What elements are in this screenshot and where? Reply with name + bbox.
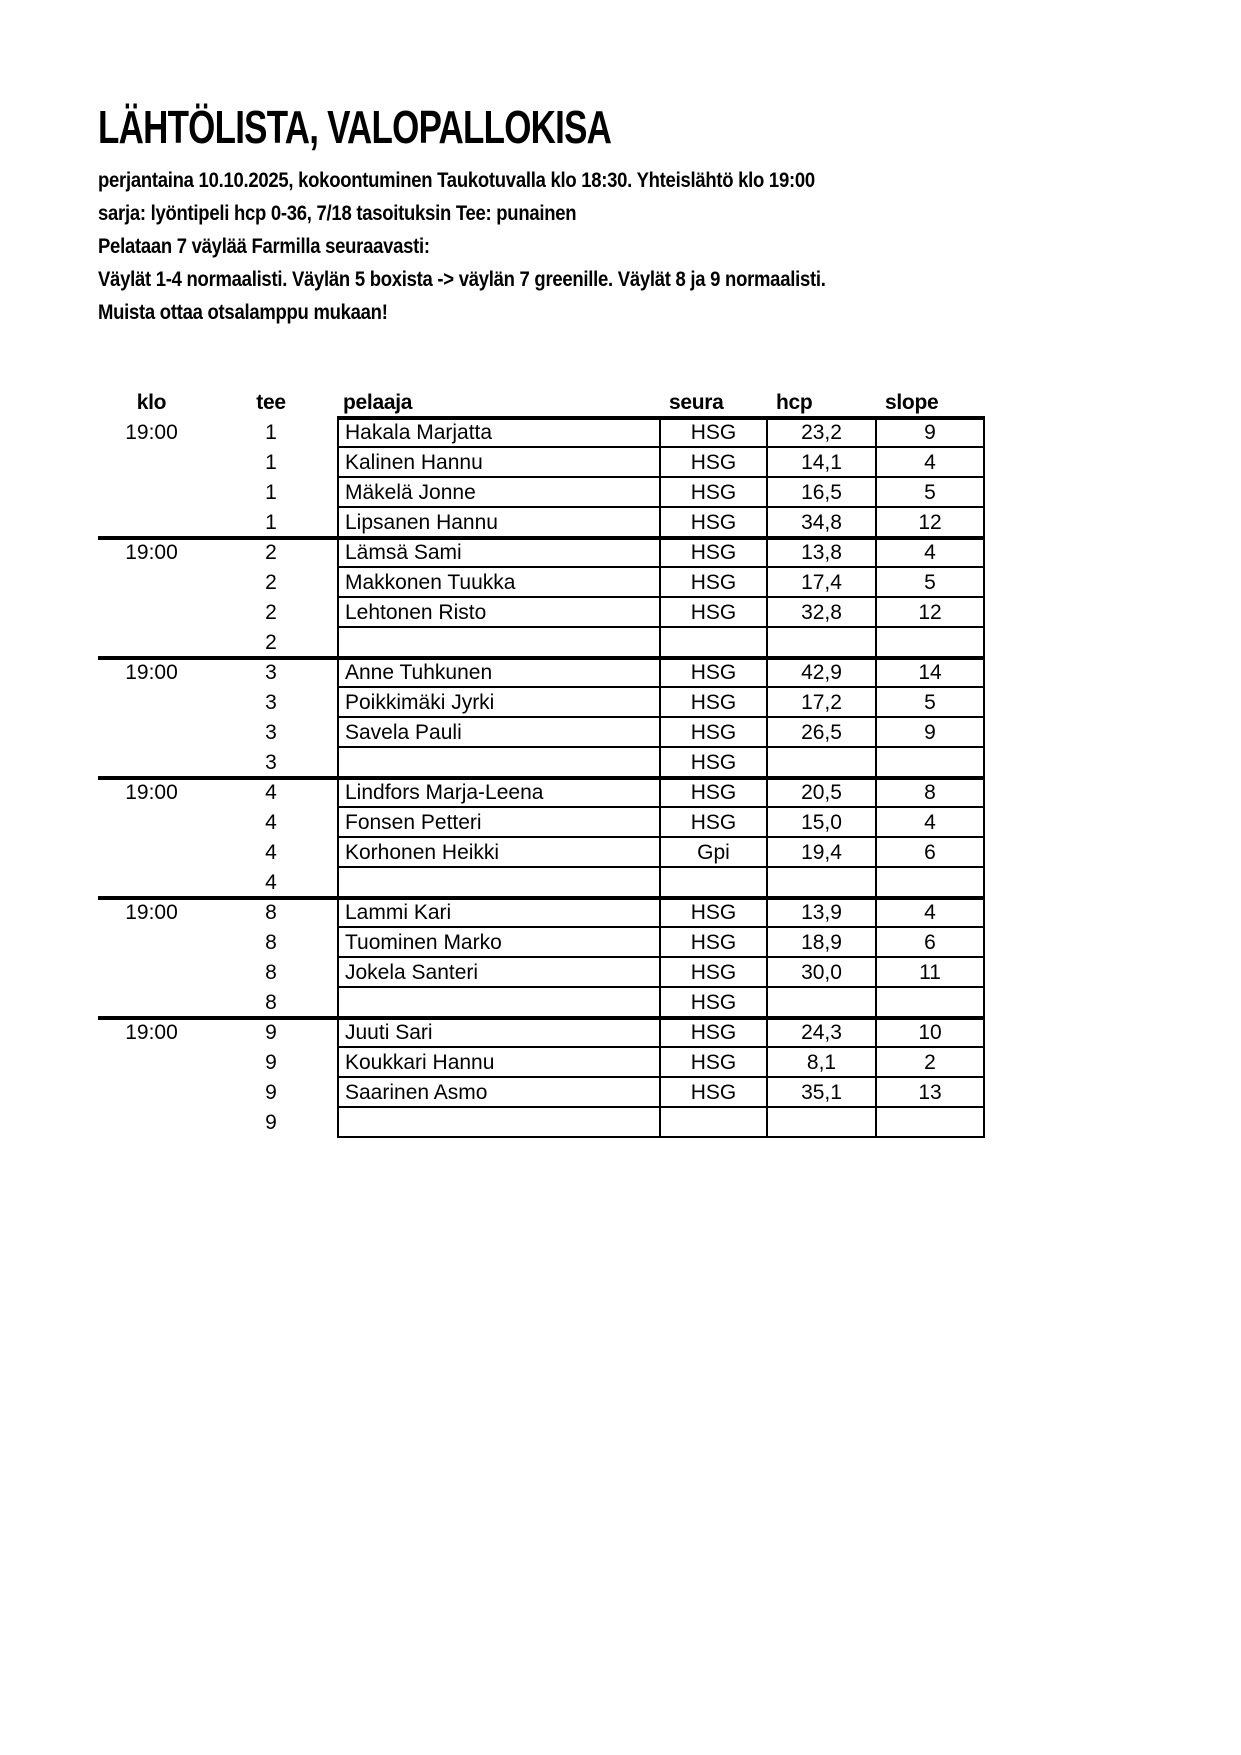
table-row	[98, 928, 985, 958]
cell-tee: 3	[265, 751, 277, 774]
cell-hcp: 19,4	[768, 838, 877, 868]
cell-seura	[661, 868, 768, 898]
cell-tee: 9	[265, 1081, 277, 1104]
cell-hcp	[768, 988, 877, 1018]
cell-klo	[98, 478, 205, 508]
cell-pelaaja	[337, 748, 661, 778]
cell-pelaaja	[337, 988, 661, 1018]
cell-slope: 4	[877, 538, 985, 568]
cell-pelaaja: Koukkari Hannu	[337, 1048, 661, 1078]
cell-tee: 4	[265, 781, 277, 804]
cell-klo	[98, 928, 205, 958]
cell-hcp: 14,1	[768, 448, 877, 478]
cell-seura: Gpi	[661, 838, 768, 868]
cell-tee: 1	[265, 451, 277, 474]
cell-klo: 19:00	[125, 1021, 178, 1044]
cell-seura	[661, 628, 768, 658]
cell-klo	[98, 748, 205, 778]
info-line-course: Pelataan 7 väylää Farmilla seuraavasti:	[98, 235, 430, 258]
cell-slope: 6	[877, 838, 985, 868]
cell-hcp	[768, 748, 877, 778]
cell-slope	[877, 628, 985, 658]
cell-tee: 4	[265, 811, 277, 834]
cell-slope: 4	[877, 808, 985, 838]
cell-hcp: 35,1	[768, 1078, 877, 1108]
cell-klo	[98, 988, 205, 1018]
table-row	[98, 628, 985, 658]
cell-seura: HSG	[661, 448, 768, 478]
cell-pelaaja: Anne Tuhkunen	[337, 658, 661, 688]
cell-hcp: 26,5	[768, 718, 877, 748]
cell-hcp: 15,0	[768, 808, 877, 838]
info-block	[98, 170, 826, 335]
cell-klo	[98, 628, 205, 658]
cell-tee: 3	[265, 661, 277, 684]
group-separator	[337, 416, 985, 420]
cell-klo	[98, 1108, 205, 1138]
cell-slope	[877, 1108, 985, 1138]
cell-slope: 8	[877, 778, 985, 808]
cell-seura: HSG	[661, 568, 768, 598]
cell-pelaaja: Lammi Kari	[337, 898, 661, 928]
cell-slope: 2	[877, 1048, 985, 1078]
table-row	[98, 418, 985, 448]
cell-seura: HSG	[661, 688, 768, 718]
cell-tee: 2	[265, 571, 277, 594]
cell-hcp: 18,9	[768, 928, 877, 958]
table-row	[98, 1108, 985, 1138]
cell-pelaaja: Mäkelä Jonne	[337, 478, 661, 508]
cell-hcp: 32,8	[768, 598, 877, 628]
cell-seura: HSG	[661, 958, 768, 988]
cell-klo	[98, 508, 205, 538]
cell-hcp: 30,0	[768, 958, 877, 988]
cell-tee: 1	[265, 421, 277, 444]
table-row	[98, 988, 985, 1018]
cell-hcp: 16,5	[768, 478, 877, 508]
cell-klo	[98, 838, 205, 868]
group-separator	[98, 656, 985, 660]
cell-pelaaja: Tuominen Marko	[337, 928, 661, 958]
cell-klo: 19:00	[125, 901, 178, 924]
cell-klo	[98, 1078, 205, 1108]
table-row	[98, 658, 985, 688]
cell-tee: 2	[265, 631, 277, 654]
header-slope: slope	[885, 391, 939, 414]
cell-hcp	[768, 1108, 877, 1138]
cell-slope: 14	[877, 658, 985, 688]
info-line-headlamp: Muista ottaa otsalamppu mukaan!	[98, 301, 388, 324]
group-separator	[98, 896, 985, 900]
cell-pelaaja: Lehtonen Risto	[337, 598, 661, 628]
cell-hcp	[768, 628, 877, 658]
cell-seura: HSG	[661, 478, 768, 508]
cell-klo	[98, 448, 205, 478]
cell-slope: 9	[877, 418, 985, 448]
cell-pelaaja	[337, 1108, 661, 1138]
start-list-table	[98, 388, 985, 1138]
cell-tee: 3	[265, 721, 277, 744]
table-row	[98, 688, 985, 718]
cell-slope: 6	[877, 928, 985, 958]
cell-tee: 8	[265, 991, 277, 1014]
header-klo: klo	[136, 391, 167, 414]
cell-slope: 11	[877, 958, 985, 988]
cell-tee: 8	[265, 961, 277, 984]
cell-hcp: 8,1	[768, 1048, 877, 1078]
cell-tee: 1	[265, 481, 277, 504]
header-hcp: hcp	[776, 391, 813, 414]
table-row	[98, 868, 985, 898]
header-pelaaja: pelaaja	[343, 391, 413, 414]
cell-pelaaja: Hakala Marjatta	[337, 418, 661, 448]
cell-klo: 19:00	[125, 661, 178, 684]
cell-slope: 5	[877, 568, 985, 598]
cell-tee: 4	[265, 871, 277, 894]
table-row	[98, 448, 985, 478]
cell-pelaaja: Poikkimäki Jyrki	[337, 688, 661, 718]
cell-pelaaja: Kalinen Hannu	[337, 448, 661, 478]
group-separator	[98, 536, 985, 540]
info-line-date: perjantaina 10.10.2025, kokoontuminen Taukotuvalla klo 18:30. Yhteislähtö klo 19:00	[98, 169, 815, 192]
cell-seura: HSG	[661, 898, 768, 928]
cell-slope: 12	[877, 598, 985, 628]
cell-slope: 5	[877, 478, 985, 508]
cell-seura: HSG	[661, 598, 768, 628]
cell-seura: HSG	[661, 418, 768, 448]
cell-tee: 8	[265, 931, 277, 954]
cell-pelaaja	[337, 628, 661, 658]
cell-seura: HSG	[661, 538, 768, 568]
cell-seura: HSG	[661, 658, 768, 688]
cell-slope	[877, 988, 985, 1018]
cell-tee: 9	[265, 1051, 277, 1074]
table-body	[98, 418, 985, 1138]
cell-klo: 19:00	[125, 541, 178, 564]
header-tee: tee	[256, 391, 286, 414]
cell-seura: HSG	[661, 808, 768, 838]
cell-pelaaja: Lämsä Sami	[337, 538, 661, 568]
cell-seura	[661, 1108, 768, 1138]
table-row	[98, 958, 985, 988]
cell-klo	[98, 688, 205, 718]
cell-klo	[98, 598, 205, 628]
cell-tee: 2	[265, 541, 277, 564]
table-row	[98, 508, 985, 538]
cell-hcp: 17,4	[768, 568, 877, 598]
cell-pelaaja: Jokela Santeri	[337, 958, 661, 988]
info-line-series: sarja: lyöntipeli hcp 0-36, 7/18 tasoituksin Tee: punainen	[98, 202, 577, 225]
cell-tee: 9	[265, 1021, 277, 1044]
table-row	[98, 808, 985, 838]
table-row	[98, 538, 985, 568]
cell-seura: HSG	[661, 778, 768, 808]
group-separator	[98, 776, 985, 780]
table-row	[98, 838, 985, 868]
table-row	[98, 718, 985, 748]
cell-hcp	[768, 868, 877, 898]
cell-tee: 2	[265, 601, 277, 624]
cell-klo: 19:00	[125, 781, 178, 804]
cell-tee: 9	[265, 1111, 277, 1134]
cell-slope: 12	[877, 508, 985, 538]
cell-klo	[98, 568, 205, 598]
cell-klo	[98, 808, 205, 838]
cell-klo	[98, 1048, 205, 1078]
cell-seura: HSG	[661, 988, 768, 1018]
cell-seura: HSG	[661, 1048, 768, 1078]
cell-klo	[98, 958, 205, 988]
table-row	[98, 778, 985, 808]
cell-tee: 4	[265, 841, 277, 864]
table-row	[98, 1048, 985, 1078]
cell-slope: 10	[877, 1018, 985, 1048]
table-row	[98, 748, 985, 778]
cell-seura: HSG	[661, 928, 768, 958]
cell-tee: 8	[265, 901, 277, 924]
cell-pelaaja	[337, 868, 661, 898]
cell-klo	[98, 718, 205, 748]
cell-pelaaja: Saarinen Asmo	[337, 1078, 661, 1108]
table-header-row	[98, 388, 985, 418]
cell-pelaaja: Juuti Sari	[337, 1018, 661, 1048]
table-row	[98, 598, 985, 628]
cell-pelaaja: Savela Pauli	[337, 718, 661, 748]
table-row	[98, 478, 985, 508]
header-seura: seura	[669, 391, 724, 414]
table-row	[98, 1078, 985, 1108]
cell-seura: HSG	[661, 508, 768, 538]
cell-seura: HSG	[661, 1018, 768, 1048]
cell-seura: HSG	[661, 718, 768, 748]
cell-hcp: 24,3	[768, 1018, 877, 1048]
cell-slope	[877, 868, 985, 898]
table-row	[98, 1018, 985, 1048]
cell-klo: 19:00	[125, 421, 178, 444]
info-line-holes: Väylät 1-4 normaalisti. Väylän 5 boxista -> väylän 7 greenille. Väylät 8 ja 9 normaalisti.	[98, 268, 826, 291]
cell-pelaaja: Korhonen Heikki	[337, 838, 661, 868]
cell-pelaaja: Makkonen Tuukka	[337, 568, 661, 598]
cell-hcp: 17,2	[768, 688, 877, 718]
cell-slope: 13	[877, 1078, 985, 1108]
cell-hcp: 13,8	[768, 538, 877, 568]
cell-slope: 9	[877, 718, 985, 748]
cell-seura: HSG	[661, 1078, 768, 1108]
cell-slope: 5	[877, 688, 985, 718]
cell-slope: 4	[877, 448, 985, 478]
cell-hcp: 20,5	[768, 778, 877, 808]
cell-pelaaja: Lindfors Marja-Leena	[337, 778, 661, 808]
cell-hcp: 13,9	[768, 898, 877, 928]
page-title: LÄHTÖLISTA, VALOPALLOKISA	[98, 101, 612, 153]
cell-seura: HSG	[661, 748, 768, 778]
cell-pelaaja: Lipsanen Hannu	[337, 508, 661, 538]
table-row	[98, 568, 985, 598]
cell-tee: 3	[265, 691, 277, 714]
table-row	[98, 898, 985, 928]
cell-hcp: 23,2	[768, 418, 877, 448]
group-separator	[98, 1016, 985, 1020]
cell-slope	[877, 748, 985, 778]
cell-slope: 4	[877, 898, 985, 928]
cell-hcp: 34,8	[768, 508, 877, 538]
cell-klo	[98, 868, 205, 898]
cell-pelaaja: Fonsen Petteri	[337, 808, 661, 838]
cell-tee: 1	[265, 511, 277, 534]
cell-hcp: 42,9	[768, 658, 877, 688]
